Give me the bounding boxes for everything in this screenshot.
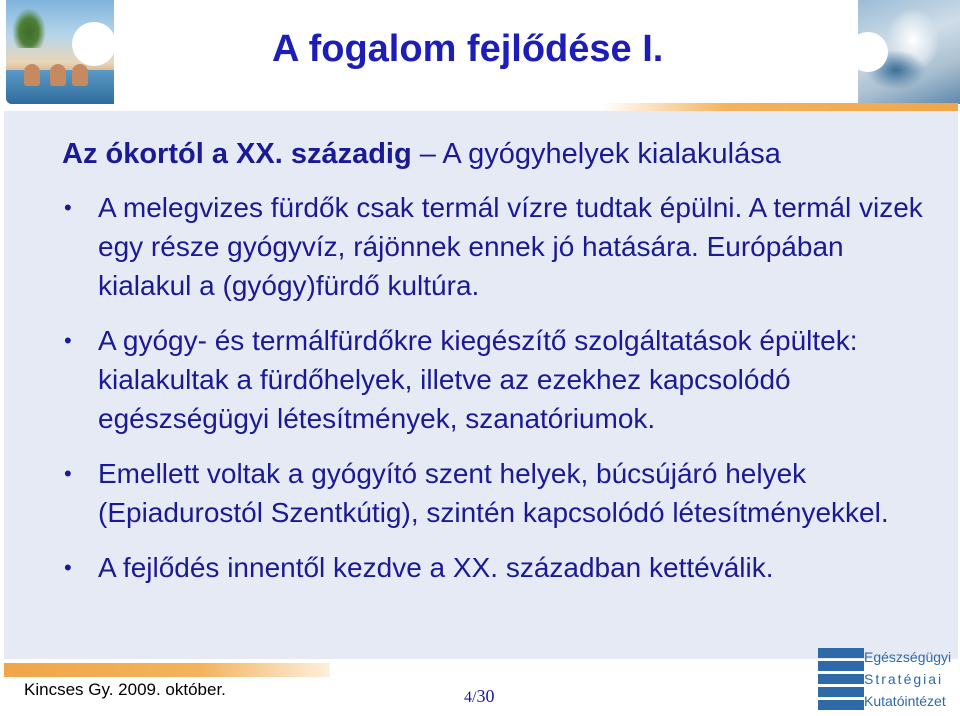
footer-accent-bar [4, 663, 330, 677]
bullet-dot: • [64, 555, 72, 580]
logo-line-2: Stratégiai [864, 671, 944, 687]
decorative-circle [848, 32, 888, 72]
page-current: 4 [464, 689, 472, 706]
page-number [464, 686, 494, 707]
institute-logo [818, 646, 958, 714]
logo-line-1: Egészségügyi [864, 649, 952, 665]
logo-stripes-icon [818, 648, 864, 712]
bullet-dot: • [64, 328, 72, 353]
page-separator: / [472, 689, 477, 706]
bullet-list [62, 188, 942, 587]
logo-line-3: Kutatóintézet [864, 693, 946, 709]
bullet-item [62, 548, 942, 587]
bullet-text: A fejlődés innentől kezdve a XX. században kettéválik. [98, 552, 774, 583]
page-total: 30 [476, 686, 495, 706]
slide-title: A fogalom fejlődése I. [272, 28, 664, 70]
bullet-item [62, 321, 942, 438]
bullet-item [62, 188, 942, 305]
slide-subtitle [62, 138, 781, 171]
bullet-item [62, 454, 942, 532]
bullet-dot: • [64, 461, 72, 486]
bullet-text: Emellett voltak a gyógyító szent helyek, búcsújáró helyek (Epiadurostól Szentkútig), szintén kapcsolódó létesítményekkel. [98, 458, 889, 528]
bullet-dot: • [64, 195, 72, 220]
subtitle-period: Az ókortól a XX. századig [62, 138, 412, 170]
subtitle-topic: – A gyógyhelyek kialakulása [411, 138, 781, 170]
decorative-circle [72, 22, 116, 66]
footer-author-date: Kincses Gy. 2009. október. [24, 680, 226, 699]
bullet-text: A melegvizes fürdők csak termál vízre tudtak épülni. A termál vizek egy része gyógyvíz, rájönnek ennek jó hatására. Európában kialakul a (gyógy)fürdő kultúra. [98, 192, 923, 301]
bullet-text: A gyógy- és termálfürdőkre kiegészítő szolgáltatások épültek: kialakultak a fürdőhelyek, illetve az ezekhez kapcsolódó egészségügyi létesítmények, szanatóriumok. [98, 325, 858, 434]
